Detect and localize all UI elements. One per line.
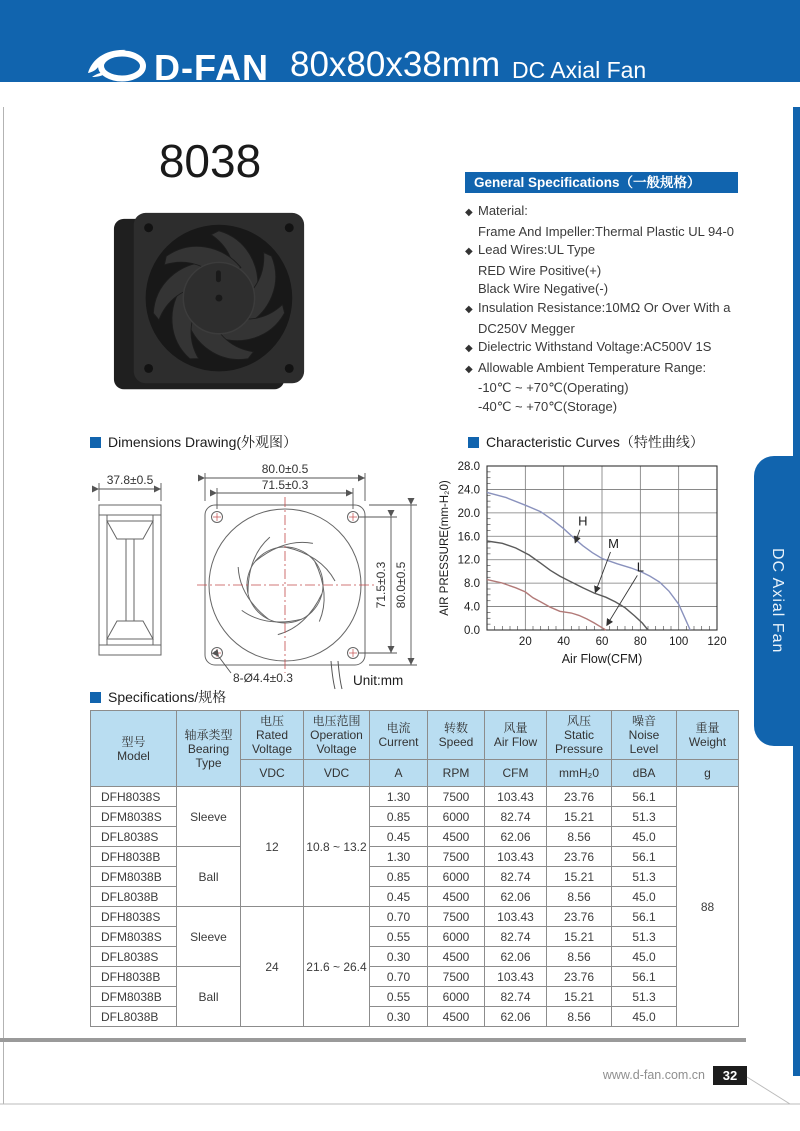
spec-cell: 0.45 — [370, 827, 428, 847]
diamond-bullet-icon: ◆ — [465, 363, 473, 375]
specs-section-title — [90, 687, 226, 707]
spec-cell: 4500 — [428, 947, 485, 967]
spec-cell: 62.06 — [485, 947, 547, 967]
spec-cell: 4500 — [428, 827, 485, 847]
spec-cell: 0.55 — [370, 927, 428, 947]
diamond-bullet-icon: ◆ — [465, 246, 473, 258]
general-spec-item — [465, 320, 765, 339]
bearing-cell: Sleeve — [177, 907, 241, 967]
dim-depth: 37.8±0.5 — [106, 473, 154, 487]
dim-height-inner: 71.5±0.3 — [374, 561, 388, 609]
unit-vdc: VDC — [241, 760, 304, 787]
spec-cell: 0.70 — [370, 907, 428, 927]
general-spec-item — [465, 241, 765, 262]
dim-unit: Unit:mm — [353, 673, 404, 688]
x-tick-label: 40 — [557, 636, 571, 648]
y-axis-label: AIR PRESSURE(mm-H₂0) — [439, 480, 451, 616]
y-tick-label: 12.0 — [457, 554, 480, 567]
general-spec-text: -10℃ ~ +70℃(Operating) — [478, 380, 629, 396]
general-spec-text: DC250V Megger — [478, 320, 575, 336]
specs-title-text: Specifications/规格 — [108, 689, 227, 705]
spec-cell: 0.85 — [370, 807, 428, 827]
product-model: 8038 — [158, 135, 262, 187]
general-spec-item — [465, 202, 765, 223]
spec-cell: 15.21 — [547, 927, 612, 947]
spec-cell: 8.56 — [547, 1007, 612, 1027]
diamond-bullet-icon — [465, 320, 478, 339]
unit-a: A — [370, 760, 428, 787]
specifications-table — [90, 710, 739, 1027]
spec-cell: 8.56 — [547, 827, 612, 847]
side-tab-label: DC Axial Fan — [769, 548, 786, 654]
section-bullet-icon — [90, 692, 101, 703]
spec-cell: 51.3 — [612, 807, 677, 827]
side-tab — [754, 456, 800, 746]
general-spec-text: Material: — [478, 203, 528, 218]
footer-url: www.d-fan.com.cn — [602, 1068, 705, 1082]
x-tick-label: 20 — [518, 636, 532, 648]
fan-product-image — [108, 200, 316, 415]
spec-cell: 45.0 — [612, 887, 677, 907]
x-tick-label: 100 — [669, 636, 689, 648]
spec-cell: 45.0 — [612, 827, 677, 847]
model-cell: DFM8038S — [91, 927, 177, 947]
spec-cell: 6000 — [428, 927, 485, 947]
table-row — [91, 787, 739, 807]
spec-cell: 0.30 — [370, 1007, 428, 1027]
general-spec-text: Insulation Resistance:10MΩ Or Over With a — [478, 299, 731, 315]
dimensions-section-title — [90, 432, 297, 452]
spec-cell: 8.56 — [547, 947, 612, 967]
characteristic-curves-chart — [435, 452, 735, 684]
general-spec-text: Dielectric Withstand Voltage:AC500V 1S — [478, 339, 712, 355]
curve-label-H: H — [578, 513, 588, 529]
spec-cell: 62.06 — [485, 1007, 547, 1027]
diamond-bullet-icon: ◆ — [465, 343, 473, 355]
bearing-cell: Sleeve — [177, 787, 241, 847]
header-subtitle: DC Axial Fan — [512, 57, 647, 83]
dimensions-title-text: Dimensions Drawing(外观图） — [108, 434, 298, 450]
spec-cell: 8.56 — [547, 887, 612, 907]
x-tick-label: 120 — [707, 636, 727, 648]
table-row — [91, 967, 739, 987]
spec-cell: 15.21 — [547, 867, 612, 887]
header-size: 80x80x38mm — [290, 45, 501, 84]
footer-thick-rule — [0, 1038, 746, 1042]
general-spec-text: Lead Wires:UL Type — [478, 242, 596, 258]
diamond-bullet-icon: ◆ — [465, 207, 473, 218]
rated-voltage-cell: 24 — [241, 907, 304, 1027]
y-tick-label: 28.0 — [457, 461, 480, 473]
model-cell: DFM8038B — [91, 867, 177, 887]
spec-cell: 1.30 — [370, 847, 428, 867]
spec-cell: 0.70 — [370, 967, 428, 987]
spec-cell: 51.3 — [612, 927, 677, 947]
spec-cell: 82.74 — [485, 987, 547, 1007]
general-specs-title: General Specifications（一般规格） — [474, 175, 701, 190]
spec-cell: 6000 — [428, 807, 485, 827]
footer-rule — [0, 1060, 800, 1120]
general-spec-item — [465, 223, 765, 242]
dim-width-inner: 71.5±0.3 — [261, 478, 309, 492]
spec-cell: 7500 — [428, 847, 485, 867]
y-tick-label: 8.0 — [464, 578, 480, 591]
spec-cell: 56.1 — [612, 847, 677, 867]
x-tick-label: 60 — [595, 636, 609, 648]
general-spec-item — [465, 338, 765, 359]
spec-cell: 0.85 — [370, 867, 428, 887]
unit-dba: dBA — [612, 760, 677, 787]
diamond-bullet-icon — [465, 262, 478, 281]
col-header-model: 型号 Model — [91, 711, 177, 787]
curve-L — [487, 580, 606, 630]
model-cell: DFH8038S — [91, 787, 177, 807]
dim-holes: 8-Ø4.4±0.3 — [233, 671, 293, 685]
section-bullet-icon — [468, 437, 479, 448]
general-specs-header — [465, 172, 738, 193]
unit-rpm: RPM — [428, 760, 485, 787]
spec-cell: 15.21 — [547, 987, 612, 1007]
curves-title-text: Characteristic Curves（特性曲线） — [486, 434, 704, 450]
spec-cell: 56.1 — [612, 907, 677, 927]
spec-cell: 45.0 — [612, 947, 677, 967]
model-cell: DFL8038B — [91, 887, 177, 907]
model-cell: DFH8038B — [91, 847, 177, 867]
spec-cell: 0.45 — [370, 887, 428, 907]
x-axis-label: Air Flow(CFM) — [561, 652, 643, 666]
page-left-border — [3, 107, 4, 1104]
spec-cell: 82.74 — [485, 927, 547, 947]
spec-cell: 15.21 — [547, 807, 612, 827]
general-spec-item — [465, 262, 765, 281]
spec-cell: 6000 — [428, 987, 485, 1007]
page-number-badge: 32 — [713, 1066, 747, 1085]
spec-cell: 4500 — [428, 887, 485, 907]
curve-label-M: M — [608, 536, 619, 551]
col-header-pressure: 风压 Static Pressure — [547, 711, 612, 760]
diamond-bullet-icon: ◆ — [465, 303, 473, 315]
spec-cell: 6000 — [428, 867, 485, 887]
general-spec-item — [465, 299, 765, 320]
y-tick-label: 16.0 — [457, 531, 480, 544]
spec-cell: 82.74 — [485, 867, 547, 887]
model-cell: DFH8038B — [91, 967, 177, 987]
col-header-rated-voltage: 电压 Rated Voltage — [241, 711, 304, 760]
spec-cell: 23.76 — [547, 787, 612, 807]
diamond-bullet-icon — [465, 398, 478, 417]
col-header-speed: 转数 Speed — [428, 711, 485, 760]
col-header-noise: 噪音 Noise Level — [612, 711, 677, 760]
rated-voltage-cell: 12 — [241, 787, 304, 907]
x-tick-label: 80 — [633, 636, 647, 648]
y-tick-label: 4.0 — [464, 601, 480, 614]
spec-cell: 103.43 — [485, 967, 547, 987]
model-cell: DFM8038S — [91, 807, 177, 827]
spec-cell: 1.30 — [370, 787, 428, 807]
general-spec-text: Frame And Impeller:Thermal Plastic UL 94-0 — [478, 223, 735, 239]
model-cell: DFM8038B — [91, 987, 177, 1007]
y-tick-label: 0.0 — [464, 625, 480, 637]
unit-cfm: CFM — [485, 760, 547, 787]
spec-cell: 62.06 — [485, 887, 547, 907]
diamond-bullet-icon — [465, 379, 478, 398]
spec-cell: 0.30 — [370, 947, 428, 967]
spec-cell: 4500 — [428, 1007, 485, 1027]
spec-cell: 0.55 — [370, 987, 428, 1007]
spec-cell: 56.1 — [612, 967, 677, 987]
unit-mmh2o: mmH₂0 — [547, 760, 612, 787]
spec-cell: 23.76 — [547, 967, 612, 987]
general-spec-item — [465, 359, 765, 380]
general-spec-text: RED Wire Positive(+) — [478, 262, 602, 278]
y-tick-label: 20.0 — [457, 507, 480, 520]
col-header-current: 电流 Current — [370, 711, 428, 760]
spec-cell: 51.3 — [612, 867, 677, 887]
spec-cell: 82.74 — [485, 807, 547, 827]
spec-cell: 51.3 — [612, 987, 677, 1007]
col-header-weight: 重量 Weight — [677, 711, 739, 760]
dim-height-outer: 80.0±0.5 — [394, 561, 408, 609]
spec-cell: 7500 — [428, 787, 485, 807]
general-spec-item — [465, 379, 765, 398]
general-spec-text: Allowable Ambient Temperature Range: — [478, 359, 707, 375]
model-cell: DFL8038S — [91, 827, 177, 847]
bearing-cell: Ball — [177, 967, 241, 1027]
model-cell: DFL8038S — [91, 947, 177, 967]
table-header-row — [91, 711, 739, 760]
curves-section-title — [468, 432, 704, 452]
general-spec-item — [465, 398, 765, 417]
table-row — [91, 907, 739, 927]
col-header-operation-voltage: 电压范围 Operation Voltage — [304, 711, 370, 760]
spec-cell: 103.43 — [485, 907, 547, 927]
spec-cell: 103.43 — [485, 787, 547, 807]
spec-cell: 23.76 — [547, 907, 612, 927]
bearing-cell: Ball — [177, 847, 241, 907]
operation-voltage-cell: 21.6 ~ 26.4 — [304, 907, 370, 1027]
operation-voltage-cell: 10.8 ~ 13.2 — [304, 787, 370, 907]
weight-cell: 88 — [677, 787, 739, 1027]
general-specs-list — [465, 202, 765, 417]
spec-cell: 62.06 — [485, 827, 547, 847]
model-cell: DFH8038S — [91, 907, 177, 927]
diamond-bullet-icon — [465, 223, 478, 242]
dim-width-outer: 80.0±0.5 — [261, 462, 309, 476]
brand-name: D-FAN — [154, 47, 269, 88]
spec-cell: 7500 — [428, 967, 485, 987]
brand-logo-icon — [86, 46, 150, 86]
model-cell: DFL8038B — [91, 1007, 177, 1027]
section-bullet-icon — [90, 437, 101, 448]
col-header-airflow: 风量 Air Flow — [485, 711, 547, 760]
unit-g: g — [677, 760, 739, 787]
unit-vdc: VDC — [304, 760, 370, 787]
table-row — [91, 847, 739, 867]
diamond-bullet-icon — [465, 280, 478, 299]
spec-cell: 23.76 — [547, 847, 612, 867]
general-spec-text: Black Wire Negative(-) — [478, 281, 609, 297]
general-spec-text: -40℃ ~ +70℃(Storage) — [478, 398, 618, 414]
spec-cell: 7500 — [428, 907, 485, 927]
dimensions-drawing — [85, 455, 445, 693]
spec-cell: 103.43 — [485, 847, 547, 867]
spec-cell: 56.1 — [612, 787, 677, 807]
col-header-bearing: 轴承类型 Bearing Type — [177, 711, 241, 787]
curve-label-L: L — [636, 559, 644, 575]
y-tick-label: 24.0 — [457, 484, 480, 497]
general-spec-item — [465, 280, 765, 299]
spec-cell: 45.0 — [612, 1007, 677, 1027]
